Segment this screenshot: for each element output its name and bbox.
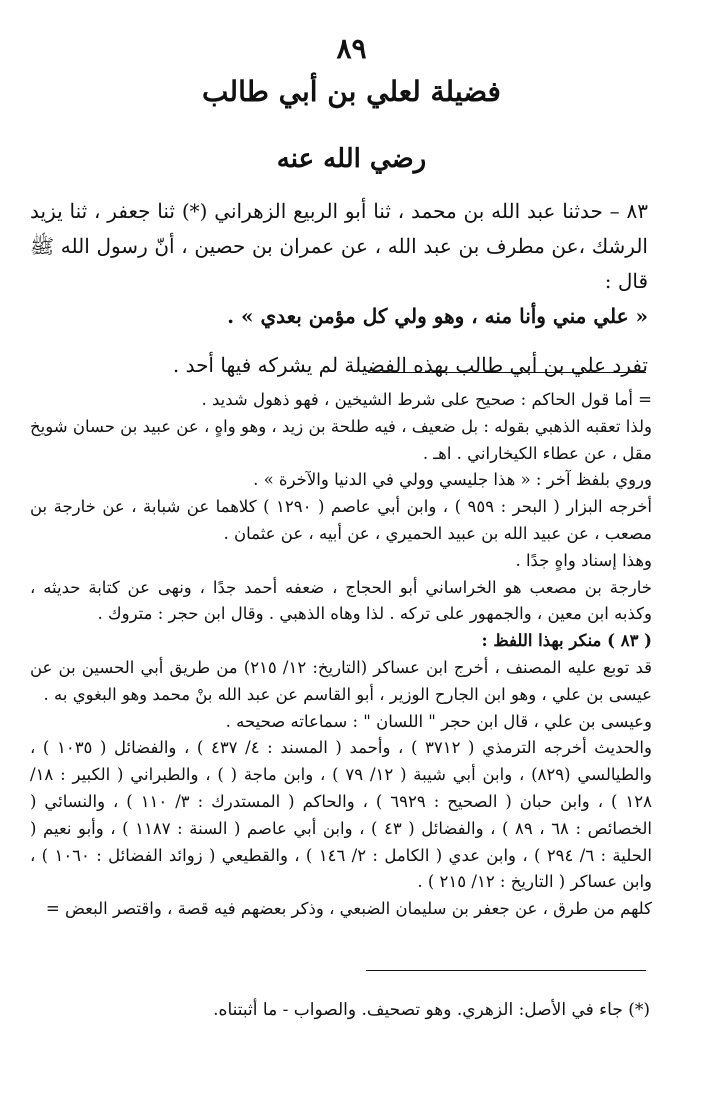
footnote-line: وروي بلفظ آخر : « هذا جليسي وولي في الدنيا والآخرة » . <box>253 470 652 490</box>
hadith-body <box>30 194 648 383</box>
footnote-line: قد توبع عليه المصنف ، أخرج ابن عساكر (التاريخ: ١٢/ ٢١٥) من طريق أبي الحسين بن عن عيسى بن علي ، وهو ابن الجارح الوزير ، أبو القاسم عن عبد الله بنْ محمد وهو البغوي به . <box>30 657 652 704</box>
footnote-line: = أما قول الحاكم : صحيح على شرط الشيخين ، فهو ذهول شديد . <box>201 390 652 409</box>
hadith-quote: « علي مني وأنا منه ، وهو ولي كل مؤمن بعدي » . <box>227 304 648 328</box>
footnote-line: ولذا تعقبه الذهبي بقوله : بل ضعيف ، فيه طلحة بن زيد ، وهو واهٍ ، عن عبيد بن حسان شويخ مقل ، عن عطاء الكيخاراني . اهـ . <box>30 416 652 463</box>
chapter-title: فضيلة لعلي بن أبي طالب <box>202 75 501 108</box>
footnote-line: أخرجه البزار ( البحر : ٩٥٩ ) ، وابن أبي عاصم ( ١٢٩٠ ) كلاهما عن شبابة ، عن خارجة بن مصعب ، عن عبيد الله بن عبيد الحميري ، عن أبيه ، عن عثمان . <box>30 497 652 543</box>
page-number: ٨٩ <box>336 32 367 65</box>
footnote-line: وعيسى بن علي ، قال ابن حجر " اللسان " : سماعاته صحيحه . <box>225 711 652 731</box>
footnote-line: خارجة بن مصعب هو الخراساني أبو الحجاج ، ضعفه أحمد جدًا ، ونهى عن كتابة حديثه ، وكذبه ابن معين ، والجمهور على تركه . لذا وهاه الذهبي . وقال ابن حجر : متروك . <box>30 577 652 624</box>
chapter-subtitle: رضي الله عنه <box>276 144 427 174</box>
bottom-divider <box>366 970 646 971</box>
footnote-line: وهذا إسناد واهٍ جدًا . <box>515 550 652 570</box>
hadith-text: ٨٣ – حدثنا عبد الله بن محمد ، ثنا أبو الربيع الزهراني (*) ثنا جعفر ، ثنا يزيد الرشك ،عن مطرف بن عبد الله ، عن عمران بن حصين ، أنّ رسول الله ﷺ قال : <box>30 199 648 293</box>
bottom-footnote: (*) جاء في الأصل: الزهري. وهو تصحيف. والصواب - ما أثبتناه. <box>213 1000 650 1020</box>
footnote-heading: ( ٨٣ ) منكر بهذا اللفظ : <box>481 631 652 651</box>
footnotes-block <box>30 387 652 923</box>
footnote-line: كلهم من طرق ، عن جعفر بن سليمان الضبعي ، وذكر بعضهم فيه قصة ، واقتصر البعض = <box>45 899 652 919</box>
footnote-divider <box>368 372 646 373</box>
commentary-note: تفرد علي بن أبي طالب بهذه الفضيلة لم يشركه فيها أحد . <box>172 353 648 377</box>
footnote-line: والحديث أخرجه الترمذي ( ٣٧١٢ ) ، وأحمد ( المسند : ٤/ ٤٣٧ ) ، والفضائل ( ١٠٣٥ ) ، والطيالسي (٨٢٩) ، وابن أبي شيبة ( ١٢/ ٧٩ ) ، وابن ماجة ( ) ، والطبراني ( الكبير : ١٨/ ١٢٨ ) ، وابن حبان ( الصحيح : ٦٩٢٩ ) ، والحاكم ( المستدرك : ٣/ ١١٠ ) ، والنسائي ( الخصائص : ٦٨ ، ٨٩ ) ، والفضائل ( ٤٣ ) ، وابن أبي عاصم ( السنة : ١١٨٧ ) ، وأبو نعيم ( الحلية : ٦/ ٢٩٤ ) ، وابن عدي ( الكامل : ٢/ ١٤٦ ) ، والقطيعي ( زوائد الفضائل : ١٠٦٠ ) ، وابن عساكر ( التاريخ : ١٢/ ٢١٥ ) . <box>30 738 653 892</box>
